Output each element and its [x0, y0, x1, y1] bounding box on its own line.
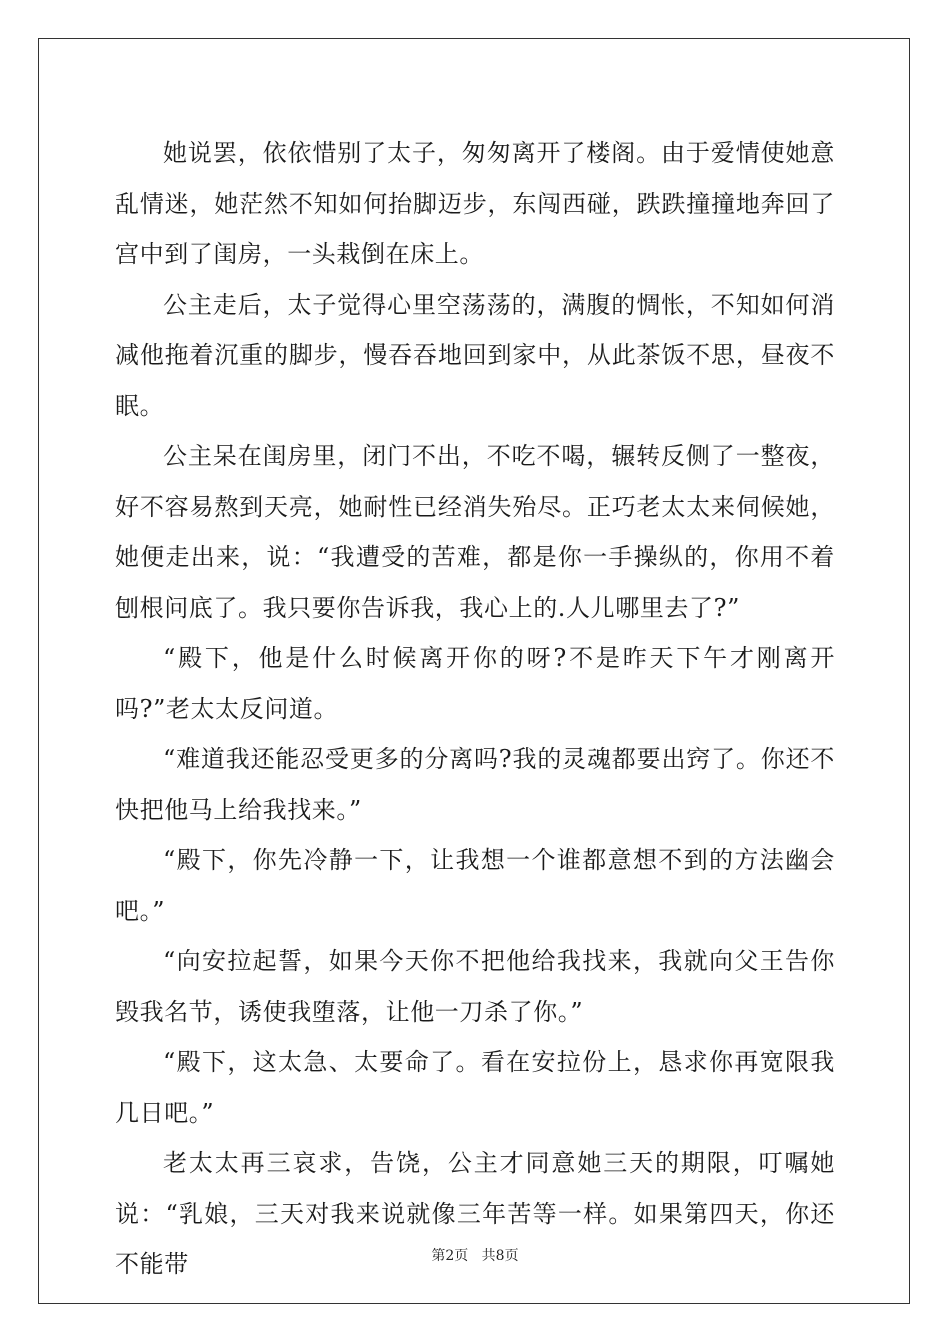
document-body: [115, 128, 835, 1290]
paragraph: “难道我还能忍受更多的分离吗?我的灵魂都要出窍了。你还不快把他马上给我找来。”: [115, 745, 835, 824]
paragraph: 她说罢，依依惜别了太子，匆匆离开了楼阁。由于爱情使她意乱情迷，她茫然不知如何抬脚迈步，东闯西碰，跌跌撞撞地奔回了宫中到了闺房，一头栽倒在床上。: [115, 139, 835, 268]
page-number: 第2页: [431, 1248, 469, 1264]
paragraph: 公主呆在闺房里，闭门不出，不吃不喝，辗转反侧了一整夜，好不容易熬到天亮，她耐性已经消失殆尽。正巧老太太来伺候她，她便走出来，说：“我遭受的苦难，都是你一手操纵的，你用不着刨根问底了。我只要你告诉我，我心上的.人儿哪里去了?”: [115, 442, 835, 622]
paragraph: “殿下，这太急、太要命了。看在安拉份上，恳求你再宽限我几日吧。”: [115, 1048, 835, 1127]
page-footer: [0, 1245, 950, 1265]
paragraph: 公主走后，太子觉得心里空荡荡的，满腹的惆怅，不知如何消减他拖着沉重的脚步，慢吞吞地回到家中，从此茶饭不思，昼夜不眠。: [115, 290, 835, 420]
paragraph: “殿下，他是什么时候离开你的呀?不是昨天下午才刚离开吗?”老太太反问道。: [115, 644, 835, 723]
page-total: 共8页: [481, 1248, 519, 1264]
paragraph: “向安拉起誓，如果今天你不把他给我找来，我就向父王告你毁我名节，诱使我堕落，让他一刀杀了你。”: [115, 947, 835, 1026]
paragraph: “殿下，你先冷静一下，让我想一个谁都意想不到的方法幽会吧。”: [115, 846, 835, 925]
paragraph: 老太太再三哀求，告饶，公主才同意她三天的期限，叮嘱她说：“乳娘，三天对我来说就像三年苦等一样。如果第四天，你还不能带: [115, 1149, 835, 1278]
